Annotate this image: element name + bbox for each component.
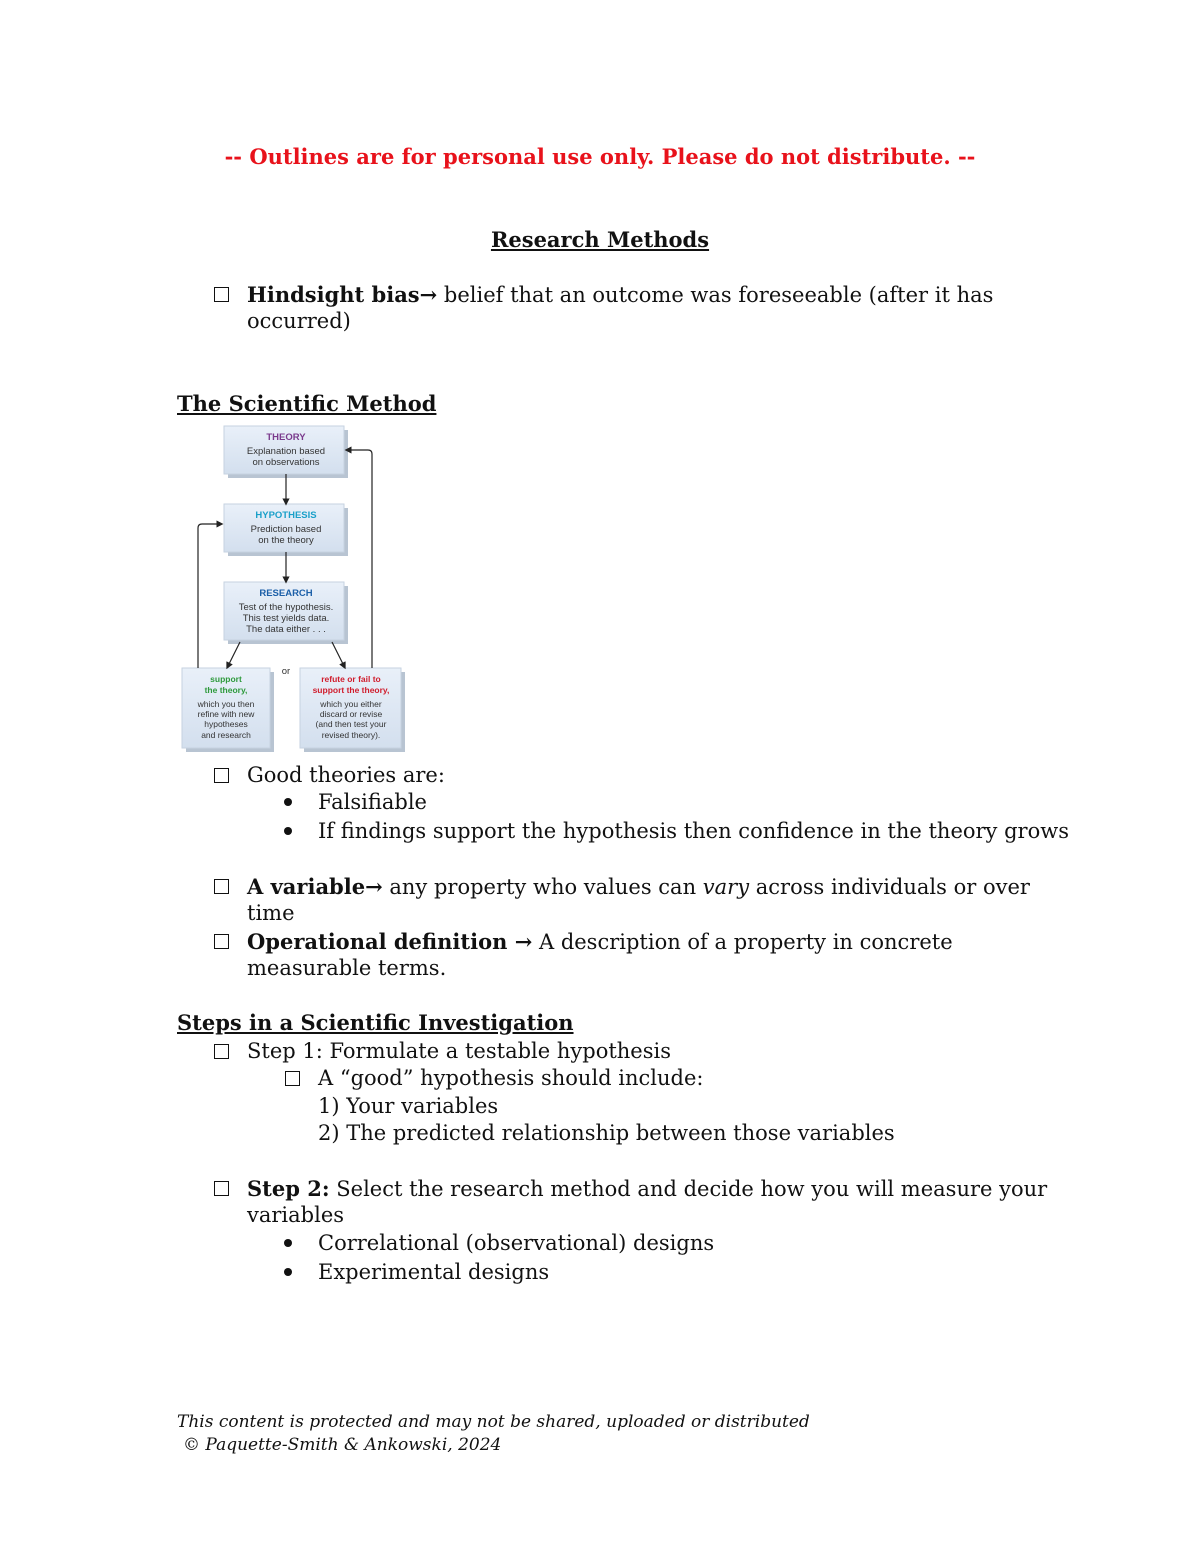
scientific-method-diagram [176, 420, 412, 755]
checkbox-icon [285, 1071, 300, 1086]
operational-definition-continuation: measurable terms. [247, 956, 447, 980]
footer-notice: This content is protected and may not be shared, uploaded or distributed [177, 1412, 810, 1432]
support-text: and research [201, 730, 251, 740]
definition-text: belief that an outcome was foreseeable (after it has [437, 283, 994, 307]
refute-text: discard or revise [319, 709, 383, 719]
checkbox-icon [214, 768, 229, 783]
arrow-icon: → [514, 929, 533, 954]
numbered-item-1: 1) Your variables [318, 1094, 499, 1118]
theory-text: Explanation based [246, 446, 326, 457]
hypothesis-text: Prediction based [250, 524, 322, 535]
hindsight-bias-item [247, 281, 993, 309]
variable-continuation: time [247, 901, 295, 925]
refute-text: which you either [320, 699, 382, 709]
step-2-label: Step 2: [247, 1176, 330, 1201]
support-text: refine with new [197, 709, 255, 719]
bullet-icon [284, 827, 292, 835]
bullet-correlational: Correlational (observational) designs [318, 1231, 715, 1255]
refute-text: (and then test your [315, 719, 387, 729]
good-hypothesis-item: A “good” hypothesis should include: [318, 1066, 704, 1090]
term-variable: A variable [247, 874, 366, 899]
support-title: the theory, [204, 685, 248, 695]
support-text: which you then [197, 699, 255, 709]
page-title: Research Methods [490, 227, 710, 252]
research-text: This test yields data. [242, 613, 330, 624]
term-hindsight-bias: Hindsight bias [247, 282, 420, 307]
refute-text: revised theory). [321, 730, 381, 740]
operational-definition-item [247, 928, 953, 956]
bullet-icon [284, 1268, 292, 1276]
definition-continuation: occurred) [247, 309, 351, 333]
bullet-icon [284, 798, 292, 806]
support-title: support [210, 674, 242, 684]
numbered-item-2: 2) The predicted relationship between those variables [318, 1121, 895, 1145]
distribution-notice: -- Outlines are for personal use only. Please do not distribute. -- [224, 144, 976, 169]
research-title: RESEARCH [259, 588, 313, 599]
variable-text: any property who values can [382, 875, 703, 899]
theory-text: on observations [252, 457, 320, 468]
research-text: Test of the hypothesis. [238, 602, 334, 613]
checkbox-icon [214, 879, 229, 894]
footer-copyright: © Paquette-Smith & Ankowski, 2024 [183, 1435, 502, 1455]
section-heading-steps: Steps in a Scientific Investigation [177, 1010, 574, 1035]
checkbox-icon [214, 1044, 229, 1059]
bullet-confidence: If findings support the hypothesis then confidence in the theory grows [318, 819, 1069, 843]
checkbox-icon [214, 287, 229, 302]
theory-title: THEORY [266, 432, 306, 443]
support-text: hypotheses [204, 719, 248, 729]
variable-item [247, 873, 1030, 901]
arrow-icon: → [419, 282, 438, 307]
arrow-icon: → [365, 874, 383, 899]
step-2-item [247, 1175, 1047, 1203]
hypothesis-title: HYPOTHESIS [255, 510, 317, 521]
step-2-text: Select the research method and decide how you will measure your [329, 1177, 1048, 1201]
term-operational-definition: Operational definition [247, 929, 515, 954]
refute-title: refute or fail to [321, 674, 381, 684]
good-theories-item: Good theories are: [247, 763, 445, 787]
step-1-item: Step 1: Formulate a testable hypothesis [247, 1039, 671, 1063]
bullet-icon [284, 1239, 292, 1247]
bullet-falsifiable: Falsifiable [318, 790, 427, 814]
variable-emphasis: vary [702, 875, 750, 899]
section-heading-scientific-method: The Scientific Method [177, 391, 437, 416]
checkbox-icon [214, 1181, 229, 1196]
bullet-experimental: Experimental designs [318, 1260, 550, 1284]
step-2-continuation: variables [247, 1203, 345, 1227]
research-text: The data either . . . [246, 624, 326, 635]
variable-text: across individuals or over [749, 875, 1030, 899]
or-label: or [281, 666, 291, 677]
operational-definition-text: A description of a property in concrete [532, 930, 953, 954]
refute-title: support the theory, [312, 685, 390, 695]
checkbox-icon [214, 934, 229, 949]
hypothesis-text: on the theory [258, 535, 314, 546]
